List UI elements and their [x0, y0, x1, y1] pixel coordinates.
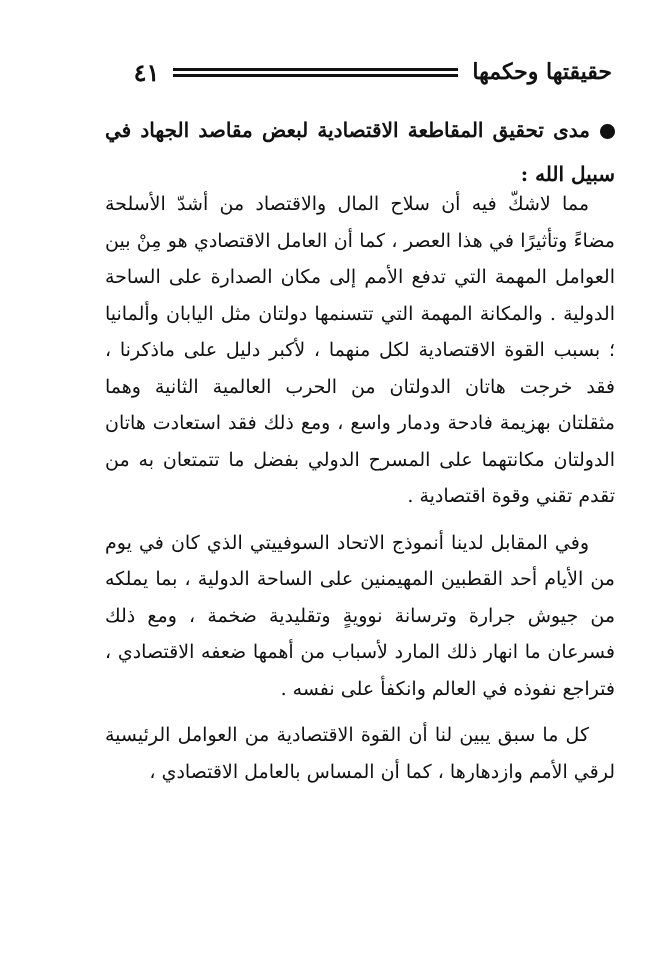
page-number: ٤١ [133, 57, 160, 87]
section-heading-text: مدى تحقيق المقاطعة الاقتصادية لبعض مقاصد الجهاد في سبيل الله : [105, 118, 615, 186]
header-double-rule [173, 68, 458, 77]
body-text [105, 186, 615, 790]
page-header [112, 52, 612, 92]
section-heading [105, 108, 615, 196]
running-title: حقيقتها وحكمها [472, 59, 612, 85]
paragraph: كل ما سبق يبين لنا أن القوة الاقتصادية من العوامل الرئيسية لرقي الأمم وازدهارها ، كما أن المساس بالعامل الاقتصادي ، [105, 724, 615, 783]
paragraph: مما لاشكّ فيه أن سلاح المال والاقتصاد من أشدّ الأسلحة مضاءً وتأثيرًا في هذا العصر ، كما أن العامل الاقتصادي هو مِنْ بين العوامل المهمة التي تدفع الأمم إلى مكان الصدارة على الساحة الدولية . والمكانة المهمة التي تتسنمها دولتان مثل اليابان وألمانيا ؛ بسبب القوة الاقتصادية لكل منهما ، لأكبر دليل على ماذكرنا ، فقد خرجت هاتان الدولتان من الحرب العالمية الثانية وهما مثقلتان بهزيمة فادحة ودمار واسع ، ومع ذلك فقد استعادت هاتان الدولتان مكانتهما على المسرح الدولي بفضل ما تتمتعان به من تقدم تقني وقوة اقتصادية . [105, 193, 615, 507]
bullet-icon [600, 124, 615, 139]
paragraph: وفي المقابل لدينا أنموذج الاتحاد السوفييتي الذي كان في يوم من الأيام أحد القطبين المهيمنين على الساحة الدولية ، بما يملكه من جيوش جرارة وترسانة نوويةٍ وتقليدية ضخمة ، ومع ذلك فسرعان ما انهار ذلك المارد لأسباب من أهمها ضعفه الاقتصادي ، فتراجع نفوذه في العالم وانكفأ على نفسه . [105, 531, 615, 700]
